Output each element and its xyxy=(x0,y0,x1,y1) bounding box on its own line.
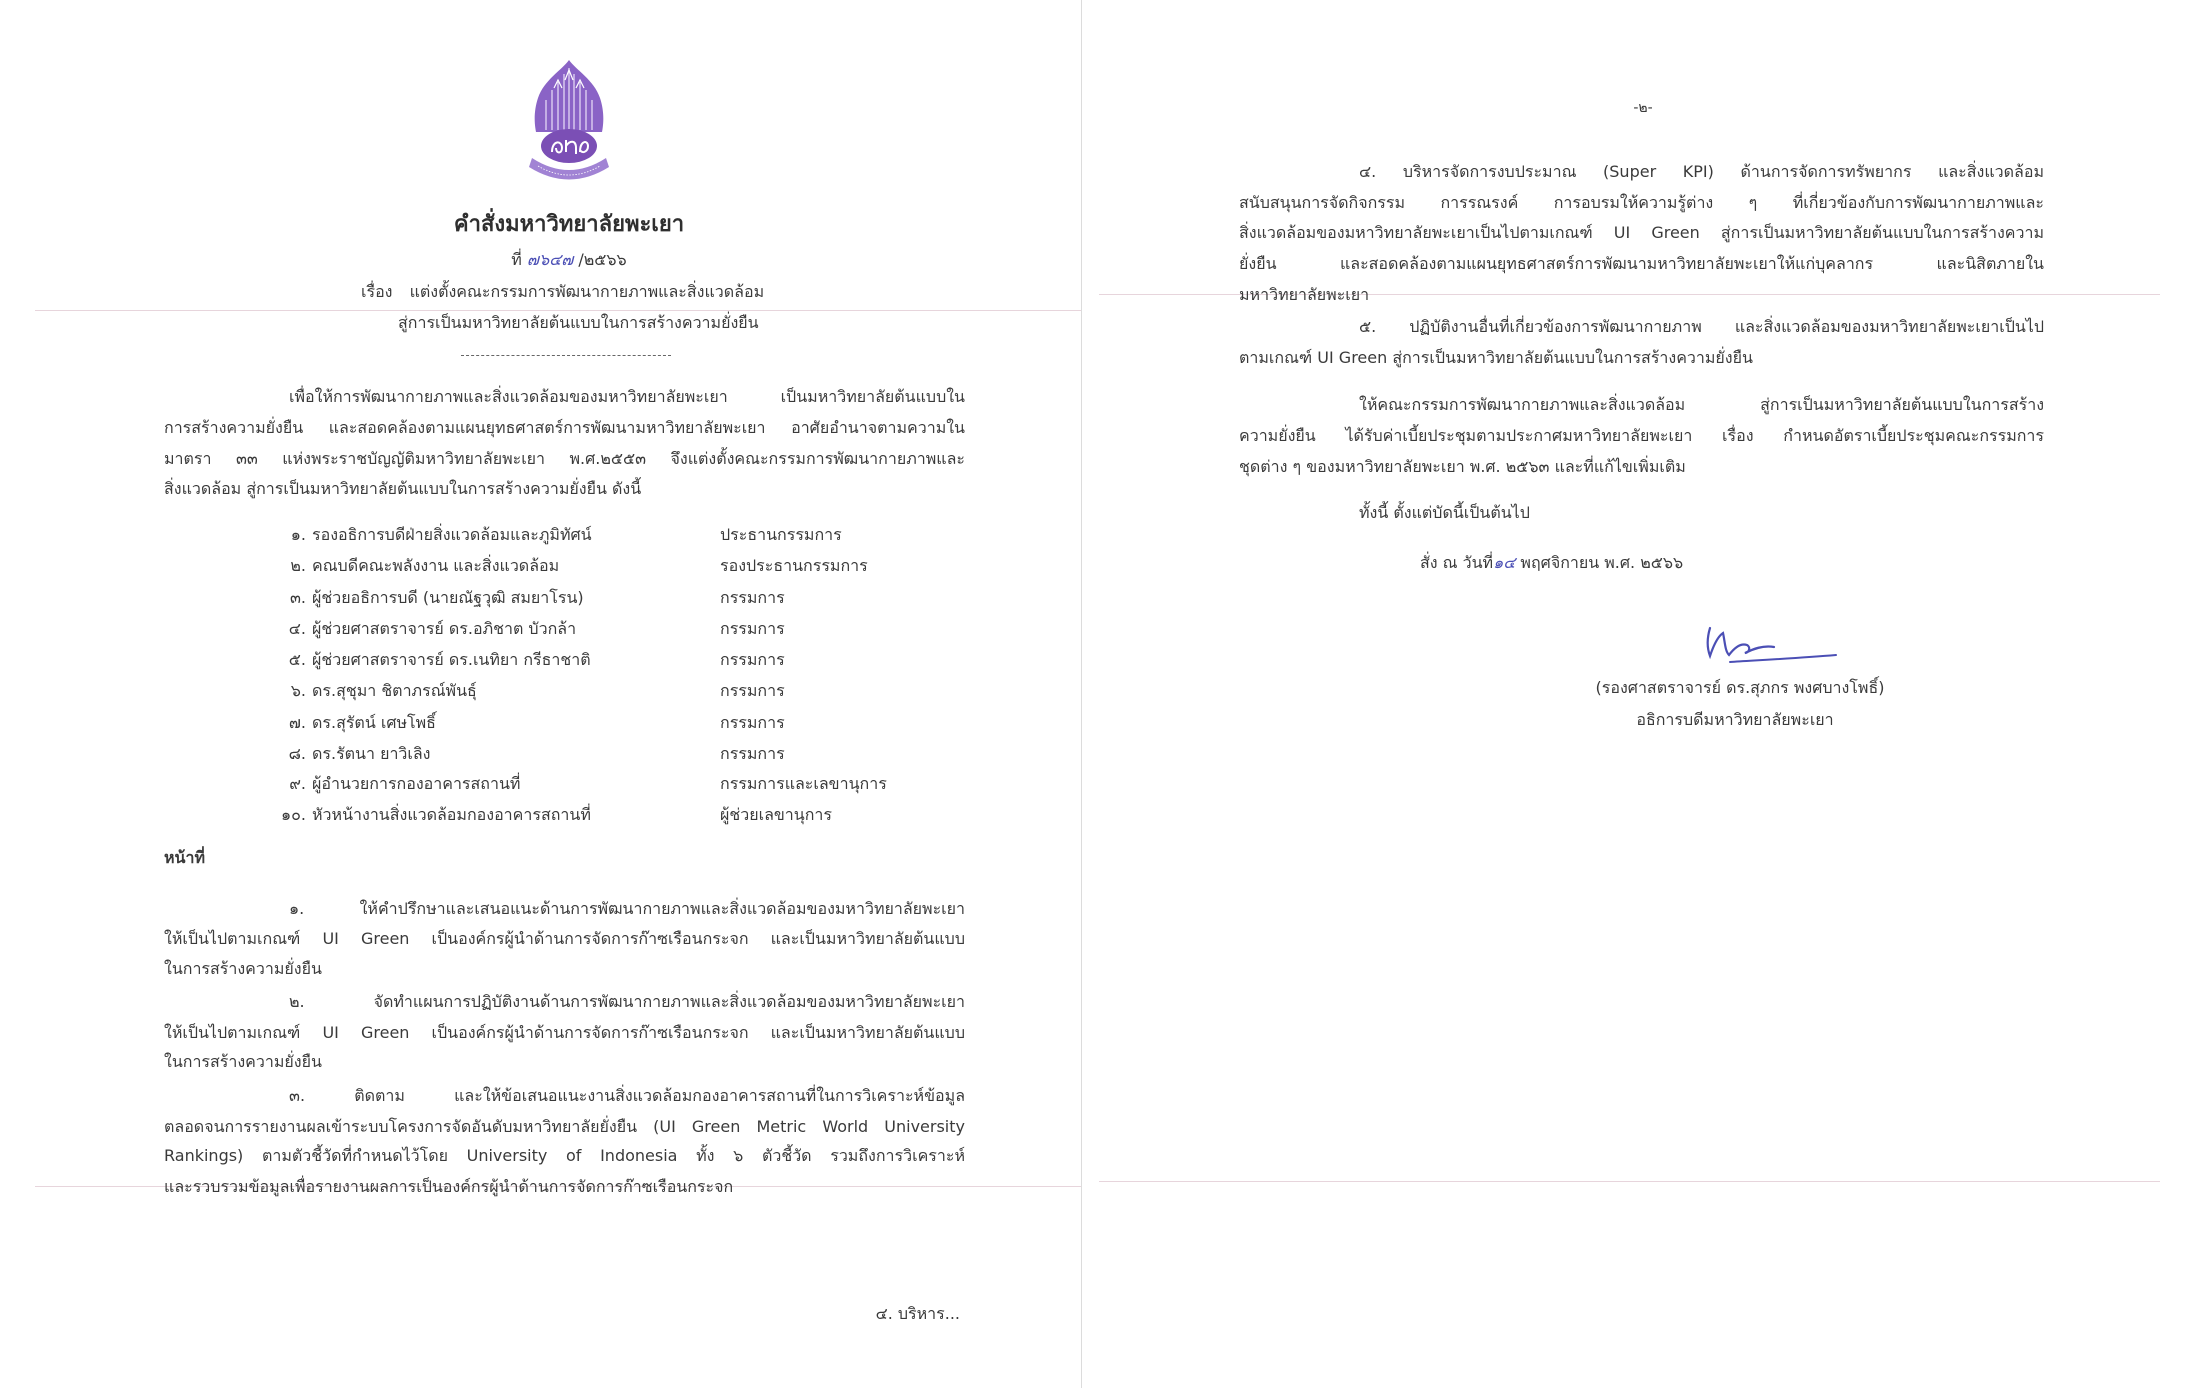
page-divider xyxy=(1081,0,1082,1388)
university-seal-icon xyxy=(524,58,614,192)
duty-line: ในการสร้างความยั่งยืน xyxy=(164,959,322,978)
duty-line: ๔. บริหารจัดการงบประมาณ (Super KPI) ด้านการจัดการทรัพยากร และสิ่งแวดล้อม xyxy=(1359,162,2044,181)
committee-number: ๕. xyxy=(288,650,306,669)
committee-role: กรรมการ xyxy=(720,681,785,700)
intro-line: เพื่อให้การพัฒนากายภาพและสิ่งแวดล้อมของมหาวิทยาลัยพะเยา เป็นมหาวิทยาลัยต้นแบบใน xyxy=(289,387,965,406)
committee-member: หัวหน้างานสิ่งแวดล้อมกองอาคารสถานที่ xyxy=(312,805,591,824)
committee-role: ประธานกรรมการ xyxy=(720,525,842,544)
committee-row xyxy=(262,708,962,738)
duties-heading: หน้าที่ xyxy=(164,848,206,867)
left-page xyxy=(0,0,1081,1388)
committee-row xyxy=(262,645,962,675)
signatory-name: (รองศาสตราจารย์ ดร.สุภกร พงศบางโพธิ์) xyxy=(1595,678,1885,697)
committee-row xyxy=(262,676,962,706)
issued-month-year: พฤศจิกายน พ.ศ. ๒๕๖๖ xyxy=(1520,553,1684,572)
subject-label: เรื่อง xyxy=(361,282,393,301)
committee-number: ๑๐. xyxy=(280,805,306,824)
committee-row xyxy=(262,583,962,613)
issued-prefix: สั่ง ณ วันที่ xyxy=(1420,553,1494,572)
committee-member: คณบดีคณะพลังงาน และสิ่งแวดล้อม xyxy=(312,556,560,575)
intro-line: มาตรา ๓๓ แห่งพระราชบัญญัติมหาวิทยาลัยพะเยา พ.ศ.๒๕๕๓ จึงแต่งตั้งคณะกรรมการพัฒนากายภาพและ xyxy=(164,449,965,468)
committee-number: ๗. xyxy=(288,713,306,732)
continuation-note: ๔. บริหาร... xyxy=(875,1304,960,1323)
committee-member: ดร.สุรัตน์ เศษโพธิ์ xyxy=(312,713,436,732)
duty-line: ให้เป็นไปตามเกณฑ์ UI Green เป็นองค์กรผู้นำด้านการจัดการก๊าซเรือนกระจก และเป็นมหาวิทยาลัยต้นแบบ xyxy=(164,929,965,948)
committee-role: ผู้ช่วยเลขานุการ xyxy=(720,805,832,824)
committee-row xyxy=(262,551,962,581)
duty-line: ในการสร้างความยั่งยืน xyxy=(164,1052,322,1071)
duty-line: และรวบรวมข้อมูลเพื่อรายงานผลการเป็นองค์กรผู้นำด้านการจัดการก๊าซเรือนกระจก xyxy=(164,1177,734,1196)
title-separator xyxy=(461,355,671,356)
committee-role: กรรมการ xyxy=(720,744,785,763)
allowance-line: ให้คณะกรรมการพัฒนากายภาพและสิ่งแวดล้อม สู่การเป็นมหาวิทยาลัยต้นแบบในการสร้าง xyxy=(1359,395,2044,414)
signatory-position: อธิการบดีมหาวิทยาลัยพะเยา xyxy=(1636,710,1834,729)
issued-date xyxy=(1420,548,1683,578)
duty-line: ให้เป็นไปตามเกณฑ์ UI Green เป็นองค์กรผู้นำด้านการจัดการก๊าซเรือนกระจก และเป็นมหาวิทยาลัยต้นแบบ xyxy=(164,1023,965,1042)
subject-text-2: สู่การเป็นมหาวิทยาลัยต้นแบบในการสร้างความยั่งยืน xyxy=(398,313,759,332)
duty-line: Rankings) ตามตัวชี้วัดที่กำหนดไว้โดย University of Indonesia ทั้ง ๖ ตัวชี้วัด รวมถึงการวิเคราะห์ xyxy=(164,1146,965,1165)
duty-line: ๒. จัดทำแผนการปฏิบัติงานด้านการพัฒนากายภาพและสิ่งแวดล้อมของมหาวิทยาลัยพะเยา xyxy=(289,992,965,1011)
signature xyxy=(1700,620,1840,670)
committee-member: รองอธิการบดีฝ่ายสิ่งแวดล้อมและภูมิทัศน์ xyxy=(312,525,592,544)
committee-row xyxy=(262,800,962,830)
committee-role: กรรมการ xyxy=(720,588,785,607)
committee-row xyxy=(262,739,962,769)
committee-number: ๙. xyxy=(289,774,306,793)
committee-role: กรรมการ xyxy=(720,713,785,732)
duty-line: ๑. ให้คำปรึกษาและเสนอแนะด้านการพัฒนากายภาพและสิ่งแวดล้อมของมหาวิทยาลัยพะเยา xyxy=(289,899,965,918)
intro-line: การสร้างความยั่งยืน และสอดคล้องตามแผนยุทธศาสตร์การพัฒนามหาวิทยาลัยพะเยา อาศัยอำนาจตามความใน xyxy=(164,418,965,437)
committee-number: ๔. xyxy=(288,619,306,638)
committee-member: ดร.สุชุมา ชิตาภรณ์พันธุ์ xyxy=(312,681,477,700)
duty-line: สนับสนุนการจัดกิจกรรม การรณรงค์ การอบรมให้ความรู้ต่าง ๆ ที่เกี่ยวข้องกับการพัฒนากายภาพและ xyxy=(1239,193,2044,212)
committee-member: ผู้ช่วยศาสตราจารย์ ดร.เนทิยา กรีธาชาติ xyxy=(312,650,591,669)
duty-line: สิ่งแวดล้อมของมหาวิทยาลัยพะเยาเป็นไปตามเกณฑ์ UI Green สู่การเป็นมหาวิทยาลัยต้นแบบในการสร้างความ xyxy=(1239,223,2044,242)
duty-line: ๕. ปฏิบัติงานอื่นที่เกี่ยวข้องการพัฒนากายภาพ และสิ่งแวดล้อมของมหาวิทยาลัยพะเยาเป็นไป xyxy=(1359,317,2044,336)
committee-number: ๘. xyxy=(288,744,306,763)
allowance-line: ความยั่งยืน ได้รับค่าเบี้ยประชุมตามประกาศมหาวิทยาลัยพะเยา เรื่อง กำหนดอัตราเบี้ยประชุมคณะกรรมการ xyxy=(1239,426,2044,445)
order-number-handwritten: ๗๖๔๗ xyxy=(526,250,574,269)
duty-line: มหาวิทยาลัยพะเยา xyxy=(1239,285,1370,304)
committee-number: ๒. xyxy=(290,556,306,575)
committee-number: ๑. xyxy=(290,525,306,544)
committee-row xyxy=(262,614,962,644)
committee-role: รองประธานกรรมการ xyxy=(720,556,868,575)
order-number xyxy=(369,245,769,275)
intro-line: สิ่งแวดล้อม สู่การเป็นมหาวิทยาลัยต้นแบบในการสร้างความยั่งยืน ดังนี้ xyxy=(164,479,642,498)
subject-line xyxy=(361,277,764,307)
committee-member: ผู้อำนวยการกองอาคารสถานที่ xyxy=(312,774,521,793)
committee-member: ดร.รัตนา ยาวิเลิง xyxy=(312,744,431,763)
duty-line: ยั่งยืน และสอดคล้องตามแผนยุทธศาสตร์การพัฒนามหาวิทยาลัยพะเยาให้แก่บุคลากร และนิสิตภายใน xyxy=(1239,254,2044,273)
allowance-line: ชุดต่าง ๆ ของมหาวิทยาลัยพะเยา พ.ศ. ๒๕๖๓ และที่แก้ไขเพิ่มเติม xyxy=(1239,457,1686,476)
committee-member: ผู้ช่วยศาสตราจารย์ ดร.อภิชาต บัวกล้า xyxy=(312,619,577,638)
duty-line: ๓. ติดตาม และให้ข้อเสนอแนะงานสิ่งแวดล้อมกองอาคารสถานที่ในการวิเคราะห์ข้อมูล xyxy=(289,1086,965,1105)
duty-line: ตลอดจนการรายงานผลเข้าระบบโครงการจัดอันดับมหาวิทยาลัยยั่งยืน (UI Green Metric World University xyxy=(164,1117,965,1136)
committee-role: กรรมการ xyxy=(720,650,785,669)
committee-number: ๓. xyxy=(289,588,306,607)
right-page xyxy=(1095,0,2192,1388)
effective-clause: ทั้งนี้ ตั้งแต่บัดนี้เป็นต้นไป xyxy=(1359,503,1530,522)
document-title: คำสั่งมหาวิทยาลัยพะเยา xyxy=(453,212,685,237)
subject-text: แต่งตั้งคณะกรรมการพัฒนากายภาพและสิ่งแวดล้อม xyxy=(409,282,765,301)
order-year: /๒๕๖๖ xyxy=(578,250,627,269)
committee-role: กรรมการ xyxy=(720,619,785,638)
committee-role: กรรมการและเลขานุการ xyxy=(720,774,887,793)
duty-line: ตามเกณฑ์ UI Green สู่การเป็นมหาวิทยาลัยต้นแบบในการสร้างความยั่งยืน xyxy=(1239,348,1753,367)
scan-line xyxy=(1099,1181,2160,1182)
committee-row xyxy=(262,520,962,550)
committee-row xyxy=(262,769,962,799)
order-prefix: ที่ xyxy=(511,250,522,269)
committee-number: ๖. xyxy=(290,681,306,700)
page-number: -๒- xyxy=(1633,100,1653,116)
issued-day-handwritten: ๑๔ xyxy=(1493,553,1516,572)
committee-member: ผู้ช่วยอธิการบดี (นายณัฐวุฒิ สมยาโรน) xyxy=(312,588,584,607)
